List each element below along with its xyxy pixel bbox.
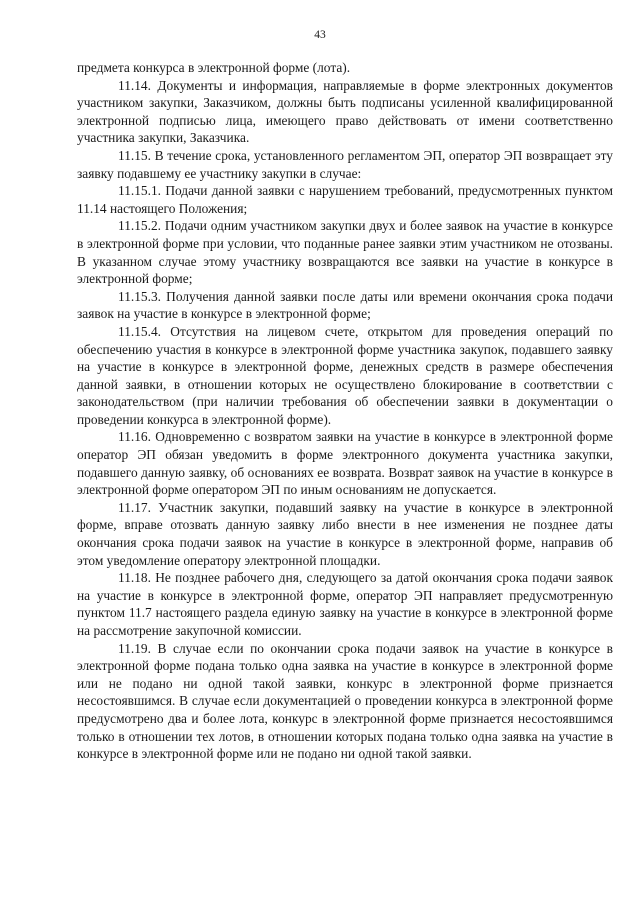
paragraph-11-19: 11.19. В случае если по окончании срока подачи заявок на участие в конкурсе в электронной форме подана только одна заявка на участие в конкурсе в электронной форме или не подано ни одной такой заявки, конкурс в электронной форме признается несостоявшимся. В случае если документацией о проведении конкурса в электронной форме предусмотрено два и более лота, конкурс в электронной форме признается несостоявшимся только в отношении тех лотов, в отношении которых подана только одна заявка на участие в конкурсе в электронной форме или не подано ни одной такой заявки. xyxy=(77,640,613,762)
paragraph-11-18: 11.18. Не позднее рабочего дня, следующего за датой окончания срока подачи заявок на участие в конкурсе в электронной форме, оператор ЭП направляет предусмотренную пунктом 11.7 настоящего раздела единую заявку на участие в конкурсе в электронной форме на рассмотрение закупочной комиссии. xyxy=(77,570,613,638)
paragraph-11-15-4: 11.15.4. Отсутствия на лицевом счете, открытом для проведения операций по обеспечению участия в конкурсе в электронной форме участника закупок, подавшего заявку на участие в конкурсе в электронной форме, денежных средств в размере обеспечения данной заявки, в отношении которых не осуществлено блокирование в соответствии с законодательством (при наличии требования об обеспечении заявки в документации о проведении конкурса в электронной форме). xyxy=(77,323,613,427)
page-number: 43 xyxy=(314,29,326,41)
paragraph-11-15-1: 11.15.1. Подачи данной заявки с нарушением требований, предусмотренных пунктом 11.14 настоящего Положения; xyxy=(77,183,613,216)
paragraph-11-16: 11.16. Одновременно с возвратом заявки на участие в конкурсе в электронной форме оператор ЭП обязан уведомить в форме электронного документа участника закупки, подавшего данную заявку, об основаниях ее возврата. Возврат заявок на участие в конкурсе в электронной форме оператором ЭП по иным основаниям не допускается. xyxy=(77,429,613,498)
paragraph-11-15-2: 11.15.2. Подачи одним участником закупки двух и более заявок на участие в конкурсе в электронной форме при условии, что поданные ранее заявки этим участником не отозваны. В указанном случае этому участнику возвращаются все заявки на участие в конкурсе в электронной форме; xyxy=(77,218,613,287)
paragraph-11-15-3: 11.15.3. Получения данной заявки после даты или времени окончания срока подачи заявок на участие в конкурсе в электронной форме; xyxy=(77,288,613,322)
paragraph-11-17: 11.17. Участник закупки, подавший заявку на участие в конкурсе в электронной форме, вправе отозвать данную заявку либо внести в нее изменения не позднее даты окончания срока подачи заявок на участие в конкурсе в электронной форме, направив об этом уведомление оператору электронной площадки. xyxy=(77,499,613,568)
document-body xyxy=(77,59,613,763)
paragraph-11-15: 11.15. В течение срока, установленного регламентом ЭП, оператор ЭП возвращает эту заявку подавшему ее участнику закупки в случае: xyxy=(77,147,613,181)
paragraph-lot-continuation: предмета конкурса в электронной форме (лота). xyxy=(77,60,351,75)
paragraph-11-14: 11.14. Документы и информация, направляемые в форме электронных документов участником закупки, Заказчиком, должны быть подписаны усиленной квалифицированной электронной подписью лица, имеющего право действовать от имени соответственно участника закупки, Заказчика. xyxy=(77,77,613,146)
